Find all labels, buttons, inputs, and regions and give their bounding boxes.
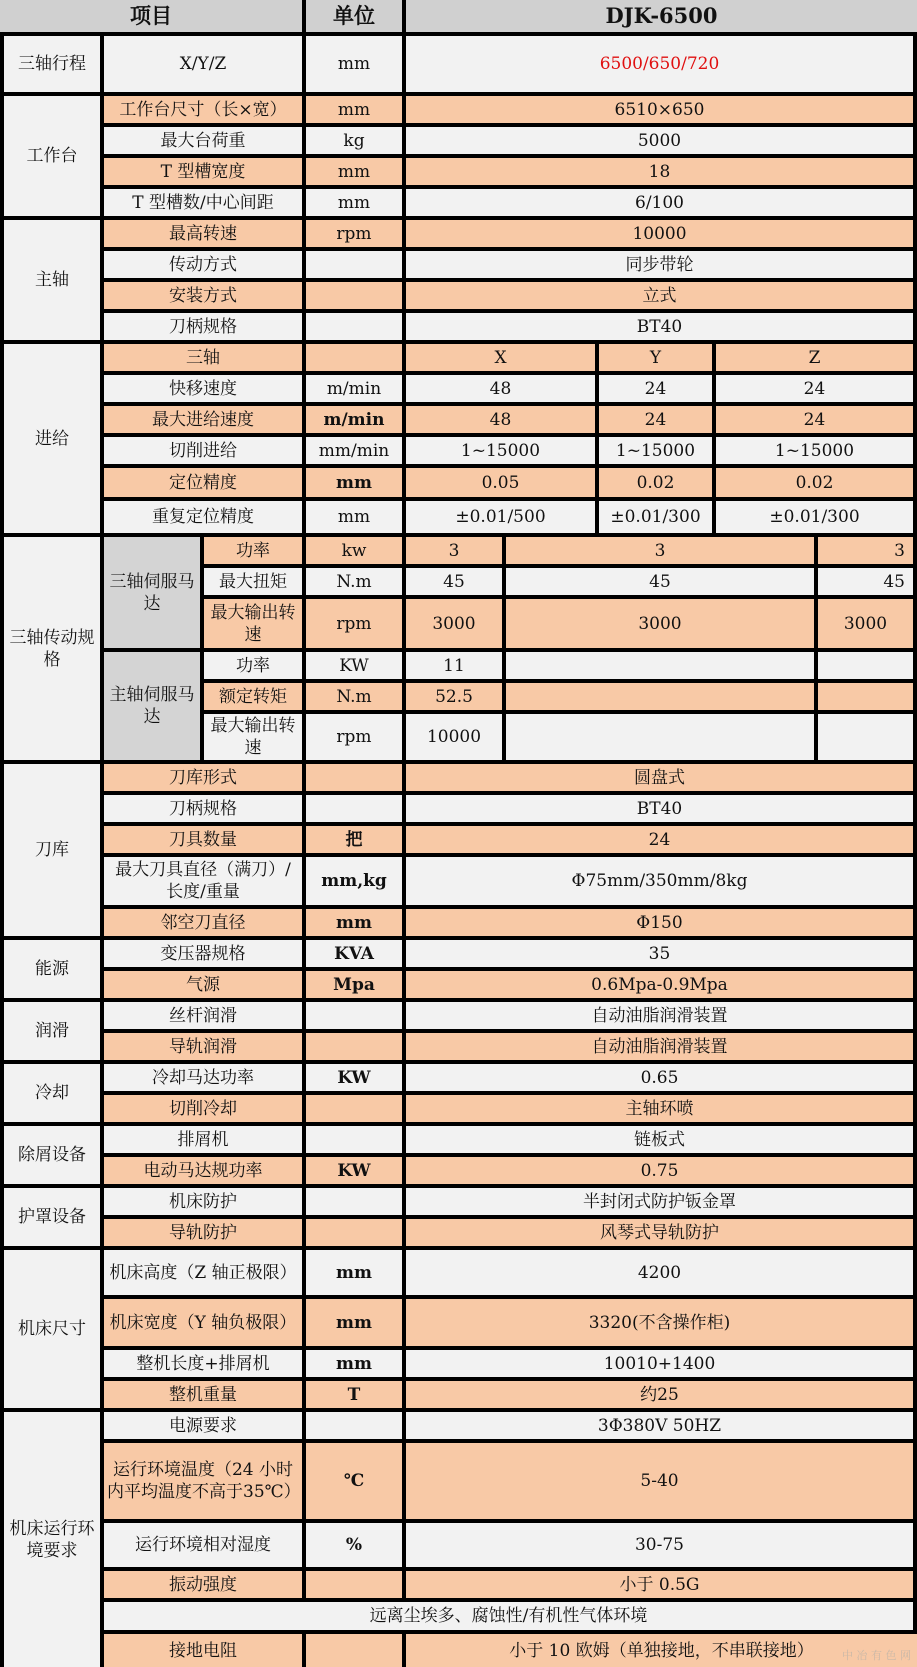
drive-servo-c3: 3000 — [818, 599, 913, 648]
env-row-value: 小于 0.5G — [406, 1571, 913, 1598]
size-row-value: 3320(不含操作柜) — [406, 1299, 913, 1346]
env-row-unit — [306, 1571, 402, 1598]
env-ground-value: 小于 10 欧姆（单独接地，不串联接地） — [406, 1634, 917, 1667]
size-row-param: 整机重量 — [104, 1381, 302, 1408]
spindle-row-unit: rpm — [306, 220, 402, 247]
lube-row-value: 自动油脂润滑装置 — [406, 1033, 913, 1060]
energy-row-value: 0.6Mpa-0.9Mpa — [406, 971, 913, 998]
drive-servo-group: 三轴伺服马达 — [104, 537, 200, 648]
table-row-unit: mm — [306, 189, 402, 216]
guard-row-param: 机床防护 — [104, 1188, 302, 1215]
feed-row-x: 48 — [406, 375, 595, 402]
drive-servo-unit: rpm — [306, 599, 402, 648]
drive-spindle-c1: 10000 — [406, 714, 502, 760]
category-cooling: 冷却 — [4, 1064, 100, 1122]
size-row-param: 机床宽度（Y 轴负极限） — [104, 1299, 302, 1346]
spindle-row-param: 安装方式 — [104, 282, 302, 309]
drive-spindle-c1: 11 — [406, 652, 502, 679]
drive-spindle-param: 功率 — [204, 652, 302, 679]
cooling-row-param: 切削冷却 — [104, 1095, 302, 1122]
env-row-param: 运行环境相对湿度 — [104, 1523, 302, 1567]
size-row-param: 机床高度（Z 轴正极限） — [104, 1250, 302, 1295]
env-row-param: 振动强度 — [104, 1571, 302, 1598]
table-row-param: 工作台尺寸（长×宽） — [104, 96, 302, 123]
energy-row-value: 35 — [406, 940, 913, 967]
magazine-row-value: Φ150 — [406, 909, 913, 936]
env-row-unit: ℃ — [306, 1443, 402, 1519]
travel-unit: mm — [306, 36, 402, 92]
feed-row-z: 1~15000 — [716, 437, 913, 464]
cooling-row-value: 主轴环喷 — [406, 1095, 913, 1122]
chip-row-unit — [306, 1126, 402, 1153]
magazine-row-value: 圆盘式 — [406, 764, 913, 791]
size-row-value: 约25 — [406, 1381, 913, 1408]
spindle-row-unit — [306, 313, 402, 340]
lube-row-unit — [306, 1033, 402, 1060]
category-magazine: 刀库 — [4, 764, 100, 936]
magazine-row-param: 刀柄规格 — [104, 795, 302, 822]
table-row-unit: mm — [306, 96, 402, 123]
watermark-logo: 中 冶 有 色 网 — [842, 1649, 911, 1662]
guard-row-unit — [306, 1219, 402, 1246]
size-row-unit: T — [306, 1381, 402, 1408]
magazine-row-unit: 把 — [306, 826, 402, 853]
size-row-unit: mm — [306, 1250, 402, 1295]
drive-spindle-c2 — [506, 652, 814, 679]
table-row-param: 最大台荷重 — [104, 127, 302, 154]
drive-servo-c3: 3 — [818, 537, 913, 564]
size-row-unit: mm — [306, 1350, 402, 1377]
size-row-value: 10010+1400 — [406, 1350, 913, 1377]
magazine-row-param: 邻空刀直径 — [104, 909, 302, 936]
feed-axis-z: Z — [716, 344, 913, 371]
feed-row-unit: mm — [306, 501, 402, 533]
drive-servo-unit: N.m — [306, 568, 402, 595]
table-row-value: 5000 — [406, 127, 913, 154]
cooling-row-unit: KW — [306, 1064, 402, 1091]
magazine-row-unit: mm — [306, 909, 402, 936]
drive-servo-c2: 3 — [506, 537, 814, 564]
feed-row-z: 0.02 — [716, 468, 913, 497]
header-unit: 单位 — [306, 0, 402, 32]
feed-row-x: 1~15000 — [406, 437, 595, 464]
env-row-value: 3Φ380V 50HZ — [406, 1412, 913, 1439]
feed-axes-label: 三轴 — [104, 344, 302, 371]
magazine-row-value: 24 — [406, 826, 913, 853]
drive-servo-param: 最大扭矩 — [204, 568, 302, 595]
feed-row-unit: mm — [306, 468, 402, 497]
drive-spindle-group: 主轴伺服马达 — [104, 652, 200, 760]
feed-row-z: 24 — [716, 375, 913, 402]
magazine-row-unit — [306, 795, 402, 822]
chip-row-unit: KW — [306, 1157, 402, 1184]
travel-value: 6500/650/720 — [406, 36, 913, 92]
env-ground-unit — [306, 1634, 402, 1667]
feed-row-z: 24 — [716, 406, 913, 433]
feed-axis-x: X — [406, 344, 595, 371]
feed-row-x: ±0.01/500 — [406, 501, 595, 533]
feed-row-param: 最大进给速度 — [104, 406, 302, 433]
drive-servo-c3: 45 — [818, 568, 913, 595]
category-guard: 护罩设备 — [4, 1188, 100, 1246]
category-travel: 三轴行程 — [4, 36, 100, 92]
category-drive: 三轴传动规格 — [4, 537, 100, 760]
cooling-row-unit — [306, 1095, 402, 1122]
drive-spindle-param: 最大输出转速 — [204, 714, 302, 760]
feed-row-x: 48 — [406, 406, 595, 433]
lube-row-unit — [306, 1002, 402, 1029]
drive-spindle-unit: rpm — [306, 714, 402, 760]
size-row-param: 整机长度+排屑机 — [104, 1350, 302, 1377]
table-row-unit: mm — [306, 158, 402, 185]
env-row-unit — [306, 1412, 402, 1439]
spindle-row-param: 最高转速 — [104, 220, 302, 247]
chip-row-value: 链板式 — [406, 1126, 913, 1153]
category-spindle: 主轴 — [4, 220, 100, 340]
drive-spindle-c3 — [818, 652, 913, 679]
feed-row-param: 快移速度 — [104, 375, 302, 402]
magazine-row-param: 刀库形式 — [104, 764, 302, 791]
category-lube: 润滑 — [4, 1002, 100, 1060]
drive-spindle-c2 — [506, 683, 814, 710]
spindle-row-unit — [306, 282, 402, 309]
energy-row-param: 气源 — [104, 971, 302, 998]
feed-row-unit: m/min — [306, 406, 402, 433]
table-row-value: 18 — [406, 158, 913, 185]
lube-row-param: 导轨润滑 — [104, 1033, 302, 1060]
magazine-row-value: BT40 — [406, 795, 913, 822]
drive-spindle-c1: 52.5 — [406, 683, 502, 710]
table-row-unit: kg — [306, 127, 402, 154]
category-energy: 能源 — [4, 940, 100, 998]
magazine-row-param: 刀具数量 — [104, 826, 302, 853]
env-row-param: 电源要求 — [104, 1412, 302, 1439]
env-note: 远离尘埃多、腐蚀性/有机性气体环境 — [104, 1602, 913, 1630]
feed-row-y: 24 — [599, 406, 712, 433]
header-model: DJK-6500 — [406, 0, 917, 32]
table-row-param: T 型槽数/中心间距 — [104, 189, 302, 216]
drive-servo-unit: kw — [306, 537, 402, 564]
category-feed: 进给 — [4, 344, 100, 533]
drive-servo-param: 最大输出转速 — [204, 599, 302, 648]
feed-row-unit: mm/min — [306, 437, 402, 464]
env-row-value: 5-40 — [406, 1443, 913, 1519]
env-row-param: 运行环境温度（24 小时内平均温度不高于35℃） — [104, 1443, 302, 1519]
energy-row-unit: Mpa — [306, 971, 402, 998]
drive-servo-c1: 45 — [406, 568, 502, 595]
feed-row-y: 0.02 — [599, 468, 712, 497]
feed-axes-unit — [306, 344, 402, 371]
drive-spindle-c3 — [818, 714, 913, 760]
feed-row-param: 重复定位精度 — [104, 501, 302, 533]
category-table: 工作台 — [4, 96, 100, 216]
table-row-value: 6/100 — [406, 189, 913, 216]
env-row-unit: % — [306, 1523, 402, 1567]
feed-row-x: 0.05 — [406, 468, 595, 497]
spindle-row-value: 10000 — [406, 220, 913, 247]
drive-spindle-param: 额定转矩 — [204, 683, 302, 710]
header-item: 项目 — [0, 0, 302, 32]
spindle-row-value: 立式 — [406, 282, 913, 309]
drive-spindle-unit: KW — [306, 652, 402, 679]
magazine-row-unit — [306, 764, 402, 791]
size-row-value: 4200 — [406, 1250, 913, 1295]
drive-servo-param: 功率 — [204, 537, 302, 564]
travel-param: X/Y/Z — [104, 36, 302, 92]
feed-row-unit: m/min — [306, 375, 402, 402]
feed-row-y: 1~15000 — [599, 437, 712, 464]
guard-row-value: 半封闭式防护钣金罩 — [406, 1188, 913, 1215]
chip-row-param: 电动马达规功率 — [104, 1157, 302, 1184]
category-chip: 除屑设备 — [4, 1126, 100, 1184]
magazine-row-param: 最大刀具直径（满刀）/长度/重量 — [104, 857, 302, 905]
lube-row-param: 丝杆润滑 — [104, 1002, 302, 1029]
spindle-row-value: 同步带轮 — [406, 251, 913, 278]
category-environment: 机床运行环境要求 — [4, 1412, 100, 1667]
drive-spindle-unit: N.m — [306, 683, 402, 710]
env-ground-param: 接地电阻 — [104, 1634, 302, 1667]
drive-servo-c1: 3 — [406, 537, 502, 564]
table-row-param: T 型槽宽度 — [104, 158, 302, 185]
spindle-row-param: 传动方式 — [104, 251, 302, 278]
cooling-row-value: 0.65 — [406, 1064, 913, 1091]
magazine-row-value: Φ75mm/350mm/8kg — [406, 857, 913, 905]
feed-axis-y: Y — [599, 344, 712, 371]
drive-servo-c2: 3000 — [506, 599, 814, 648]
guard-row-param: 导轨防护 — [104, 1219, 302, 1246]
spindle-row-value: BT40 — [406, 313, 913, 340]
drive-spindle-c3 — [818, 683, 913, 710]
energy-row-param: 变压器规格 — [104, 940, 302, 967]
table-row-value: 6510×650 — [406, 96, 913, 123]
chip-row-param: 排屑机 — [104, 1126, 302, 1153]
spindle-row-param: 刀柄规格 — [104, 313, 302, 340]
category-size: 机床尺寸 — [4, 1250, 100, 1408]
feed-row-y: ±0.01/300 — [599, 501, 712, 533]
drive-spindle-c2 — [506, 714, 814, 760]
guard-row-value: 风琴式导轨防护 — [406, 1219, 913, 1246]
lube-row-value: 自动油脂润滑装置 — [406, 1002, 913, 1029]
feed-row-param: 定位精度 — [104, 468, 302, 497]
spindle-row-unit — [306, 251, 402, 278]
env-row-value: 30-75 — [406, 1523, 913, 1567]
drive-servo-c2: 45 — [506, 568, 814, 595]
drive-servo-c1: 3000 — [406, 599, 502, 648]
cooling-row-param: 冷却马达功率 — [104, 1064, 302, 1091]
feed-row-param: 切削进给 — [104, 437, 302, 464]
feed-row-y: 24 — [599, 375, 712, 402]
guard-row-unit — [306, 1188, 402, 1215]
feed-row-z: ±0.01/300 — [716, 501, 913, 533]
size-row-unit: mm — [306, 1299, 402, 1346]
magazine-row-unit: mm,kg — [306, 857, 402, 905]
chip-row-value: 0.75 — [406, 1157, 913, 1184]
energy-row-unit: KVA — [306, 940, 402, 967]
